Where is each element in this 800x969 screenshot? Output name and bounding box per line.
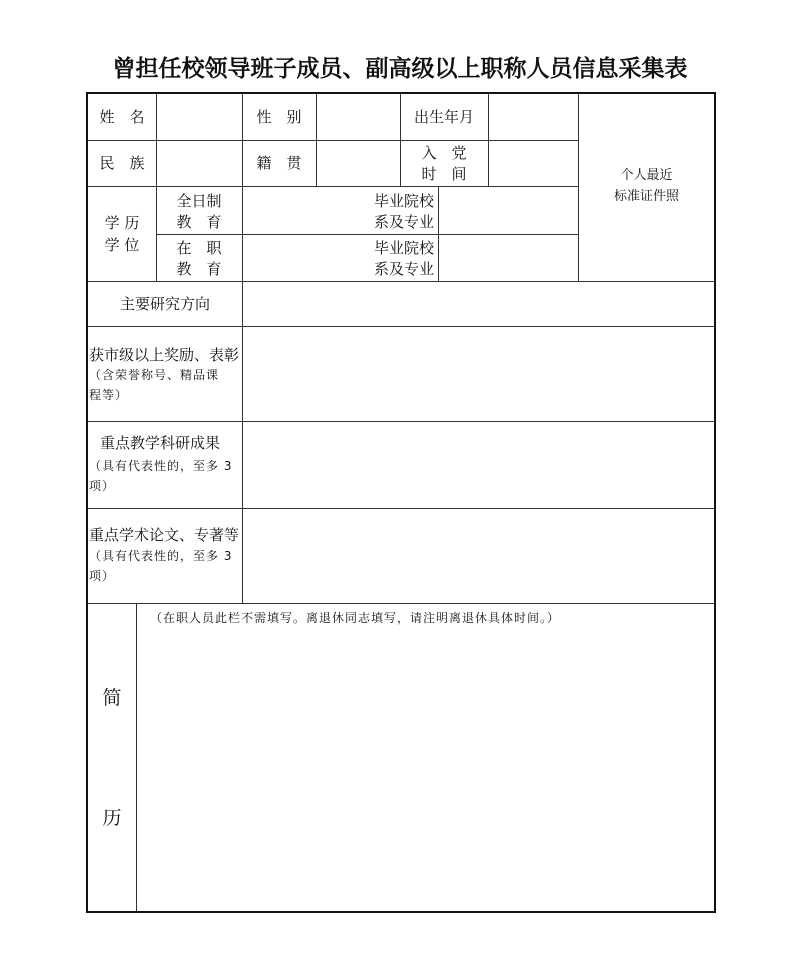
results-input[interactable] [243,422,713,507]
party-join-input[interactable] [489,141,577,185]
papers-input[interactable] [243,509,713,602]
native-place-label: 籍 贯 [256,154,302,172]
name-label: 姓 名 [99,108,145,126]
native-place-input[interactable] [317,141,399,185]
inservice-edu-label: 在 职 [176,239,222,257]
fulltime-edu-label: 全日制 [176,192,222,210]
fulltime-edu-label: 教 育 [176,213,222,231]
awards-hint: 程等） [89,388,129,402]
photo-label: 标准证件照 [613,189,679,204]
papers-label: 重点学术论文、专著等 [89,526,240,544]
fulltime-edu-input[interactable] [243,187,373,233]
results-hint: 项） [89,479,116,493]
awards-input[interactable] [243,327,713,420]
awards-hint: （含荣誉称号、精品课 [89,368,220,382]
results-label: 重点教学科研成果 [100,434,221,452]
research-label: 主要研究方向 [119,295,210,313]
school-label: 毕业院校 [373,192,434,210]
gender-label: 性 别 [256,108,302,126]
inservice-edu-input[interactable] [243,235,373,280]
party-join-label: 时 间 [421,165,467,183]
form-table [86,92,716,913]
resume-instruction: （在职人员此栏不需填写。离退休同志填写，请注明离退休具体时间。） [150,611,561,625]
awards-label: 获市级以上奖励、表彰 [89,346,240,364]
form-title: 曾担任校领导班子成员、副高级以上职称人员信息采集表 [112,55,688,82]
fulltime-school-input[interactable] [439,187,577,233]
resume-label: 简 [102,687,122,709]
education-label: 学 历 [104,214,140,232]
results-hint: （具有代表性的，至多 3 [89,459,233,473]
row-line [88,603,714,604]
resume-label: 历 [102,807,122,829]
papers-hint: 项） [89,569,116,583]
papers-hint: （具有代表性的，至多 3 [89,549,233,563]
research-input[interactable] [243,282,713,325]
party-join-label: 入 党 [421,144,467,162]
inservice-edu-label: 教 育 [176,260,222,278]
major-label: 系及专业 [373,213,434,231]
inservice-school-input[interactable] [439,235,577,280]
birth-input[interactable] [489,95,577,139]
ethnicity-input[interactable] [157,141,241,185]
birth-label: 出生年月 [413,108,474,126]
photo-upload[interactable] [579,95,713,280]
gender-input[interactable] [317,95,399,139]
degree-label: 学 位 [104,236,140,254]
resume-input[interactable] [137,634,713,910]
school-label: 毕业院校 [373,239,434,257]
major-label: 系及专业 [373,260,434,278]
ethnicity-label: 民 族 [99,154,145,172]
photo-label: 个人最近 [620,168,673,183]
name-input[interactable] [157,95,241,139]
